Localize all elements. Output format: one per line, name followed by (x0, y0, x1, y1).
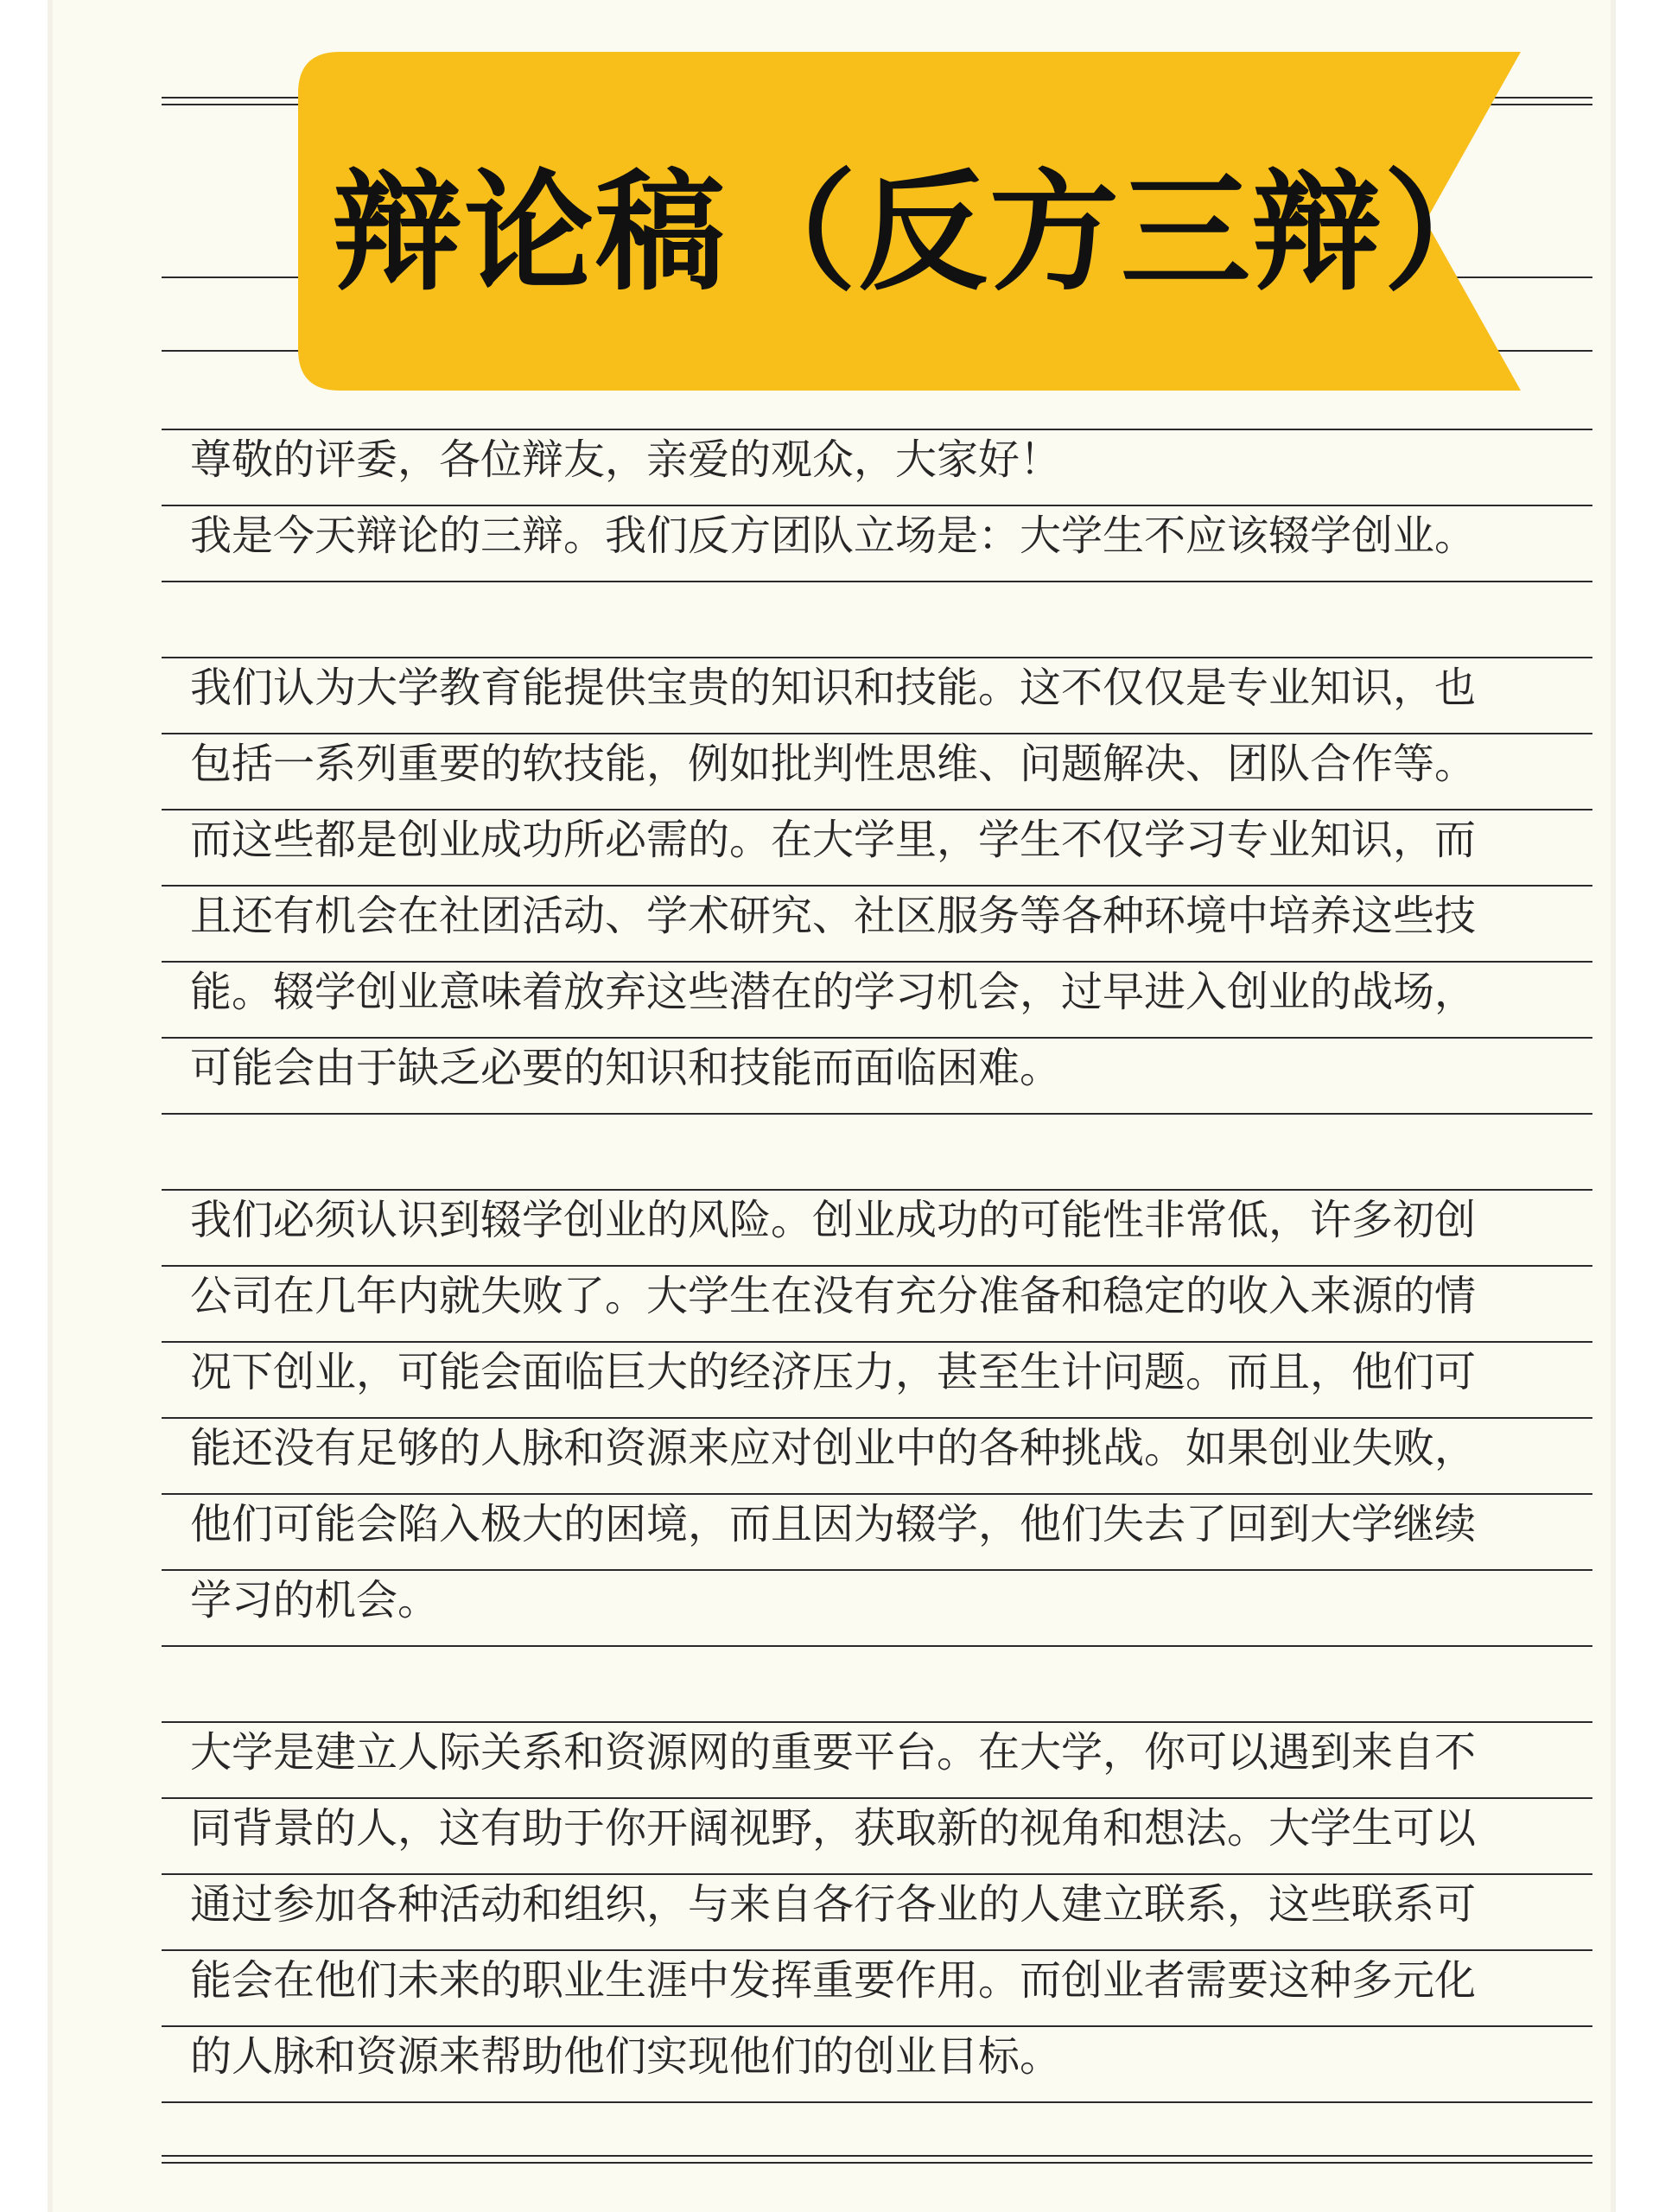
title-banner (298, 52, 1521, 391)
text-line: 能会在他们未来的职业生涯中发挥重要作用。而创业者需要这种多元化 (190, 1956, 1477, 2005)
notebook-page (48, 0, 1616, 2212)
text-line (190, 1106, 1573, 1182)
text-line: 他们可能会陷入极大的困境，而且因为辍学，他们失去了回到大学继续 (190, 1500, 1477, 1548)
text-line: 可能会由于缺乏必要的知识和技能而面临困难。 (190, 1044, 1062, 1092)
text-line: 尊敬的评委，各位辩友，亲爱的观众，大家好！ (190, 435, 1062, 484)
text-line: 学习的机会。 (190, 1576, 440, 1624)
text-line: 大学是建立人际关系和资源网的重要平台。在大学，你可以遇到来自不 (190, 1728, 1477, 1777)
text-line: 能。辍学创业意味着放弃这些潜在的学习机会，过早进入创业的战场， (190, 968, 1477, 1016)
text-line: 我们认为大学教育能提供宝贵的知识和技能。这不仅仅是专业知识，也 (190, 664, 1477, 712)
footer-rule (162, 2162, 1592, 2164)
page-title: 辩论稿（反方三辩） (333, 158, 1516, 308)
text-line (190, 574, 1573, 650)
text-line: 同背景的人，这有助于你开阔视野，获取新的视角和想法。大学生可以 (190, 1804, 1477, 1853)
text-line: 公司在几年内就失败了。大学生在没有充分准备和稳定的收入来源的情 (190, 1272, 1477, 1320)
text-line: 我们必须认识到辍学创业的风险。创业成功的可能性非常低，许多初创 (190, 1196, 1477, 1244)
text-line: 能还没有足够的人脉和资源来应对创业中的各种挑战。如果创业失败， (190, 1424, 1477, 1472)
ruled-line (162, 2101, 1592, 2103)
text-line: 况下创业，可能会面临巨大的经济压力，甚至生计问题。而且，他们可 (190, 1348, 1477, 1396)
footer-rule (162, 2155, 1592, 2157)
text-line: 而这些都是创业成功所必需的。在大学里，学生不仅学习专业知识，而 (190, 816, 1477, 864)
text-line: 且还有机会在社团活动、学术研究、社区服务等各种环境中培养这些技 (190, 892, 1477, 940)
text-line (190, 1638, 1573, 1714)
text-line: 的人脉和资源来帮助他们实现他们的创业目标。 (190, 2032, 1062, 2081)
text-line: 包括一系列重要的软技能，例如批判性思维、问题解决、团队合作等。 (190, 740, 1477, 788)
text-line: 通过参加各种活动和组织，与来自各行各业的人建立联系，这些联系可 (190, 1880, 1477, 1929)
text-line: 我是今天辩论的三辩。我们反方团队立场是：大学生不应该辍学创业。 (190, 512, 1477, 560)
